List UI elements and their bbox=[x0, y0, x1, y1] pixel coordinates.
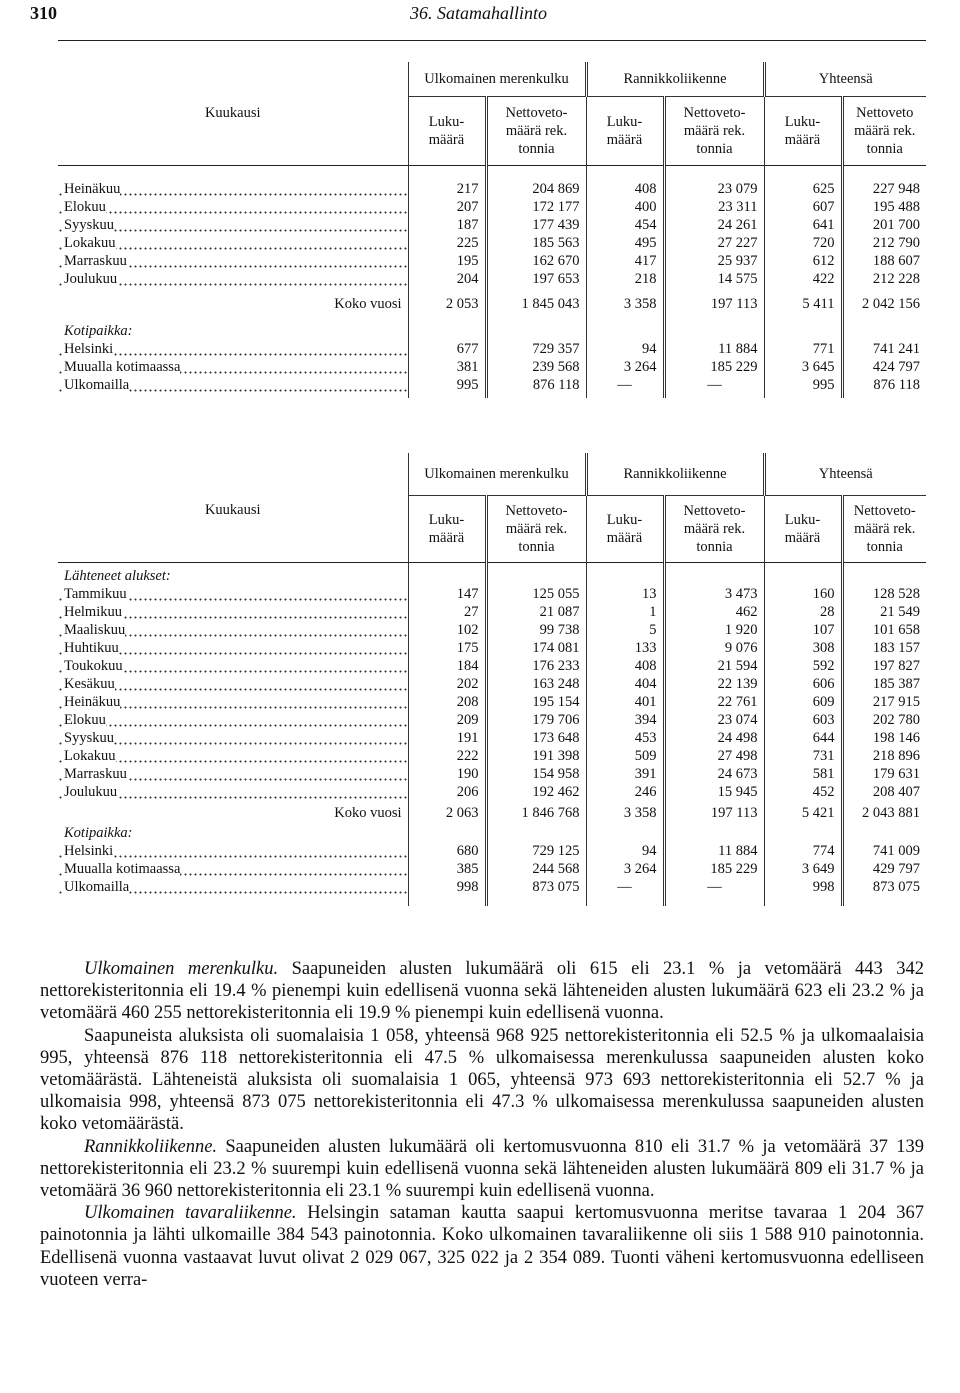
table-cell: 179 631 bbox=[842, 765, 926, 783]
table-cell: 125 055 bbox=[486, 585, 586, 603]
row-label: Helsinki bbox=[58, 340, 408, 358]
row-label: Koko vuosi bbox=[334, 805, 402, 821]
table-cell: 995 bbox=[764, 376, 842, 394]
table-cell: 218 bbox=[586, 270, 664, 288]
table-cell: 3 264 bbox=[586, 860, 664, 878]
table-cell: 3 358 bbox=[586, 295, 664, 313]
table-cell: 239 568 bbox=[486, 358, 586, 376]
header-rule bbox=[58, 40, 926, 41]
table-row bbox=[58, 747, 926, 765]
table-cell: — bbox=[586, 376, 664, 394]
table-cell: 607 bbox=[764, 198, 842, 216]
table-row bbox=[58, 270, 926, 288]
column-header: Nettoveto- määrä rek. tonnia bbox=[664, 97, 764, 166]
table-cell: 308 bbox=[764, 639, 842, 657]
table-cell: 21 549 bbox=[842, 603, 926, 621]
table-row bbox=[58, 234, 926, 252]
table-cell: 462 bbox=[664, 603, 764, 621]
table-cell: 641 bbox=[764, 216, 842, 234]
row-label: Huhtikuu bbox=[58, 639, 408, 657]
table-cell: 133 bbox=[586, 639, 664, 657]
table-cell: 995 bbox=[408, 376, 486, 394]
total-row bbox=[58, 295, 926, 313]
table-cell: 163 248 bbox=[486, 675, 586, 693]
table-cell: 2 063 bbox=[408, 804, 486, 822]
table-cell: 3 649 bbox=[764, 860, 842, 878]
table-cell: 15 945 bbox=[664, 783, 764, 801]
table-cell: 1 845 043 bbox=[486, 295, 586, 313]
table-cell: 22 761 bbox=[664, 693, 764, 711]
table-cell: 246 bbox=[586, 783, 664, 801]
total-row bbox=[58, 804, 926, 822]
column-group-header: Rannikkoliikenne bbox=[586, 62, 764, 97]
table-cell: 24 261 bbox=[664, 216, 764, 234]
row-label: Lokakuu bbox=[58, 747, 408, 765]
row-label: Marraskuu bbox=[58, 765, 408, 783]
page-header bbox=[0, 0, 960, 30]
table-row bbox=[58, 765, 926, 783]
table-row bbox=[58, 621, 926, 639]
paragraph-text: Saapuneiden alusten lukumäärä oli kertomusvuonna 810 eli 31.7 % ja vetomäärä 37 139 nettorekisteritonnia eli 23.2 % suurempi kuin edellisenä vuonna sekä lähteneiden alusten lukumäärä 809 eli 31.7 % ja vetomäärä 36 960 nettorekisteritonnia eli 23.1 % suurempi kuin edellisenä vuonna. bbox=[40, 1136, 924, 1202]
table-cell: 23 074 bbox=[664, 711, 764, 729]
column-header: Nettoveto- määrä rek. tonnia bbox=[842, 496, 926, 563]
table-cell: 191 bbox=[408, 729, 486, 747]
paragraph-lead: Ulkomainen merenkulku. bbox=[84, 959, 279, 979]
table-cell: 2 053 bbox=[408, 295, 486, 313]
table-cell: 207 bbox=[408, 198, 486, 216]
column-header: Luku- määrä bbox=[586, 97, 664, 166]
body-paragraph bbox=[40, 958, 924, 1025]
column-header: Luku- määrä bbox=[764, 97, 842, 166]
table-cell: 212 790 bbox=[842, 234, 926, 252]
page-number: 310 bbox=[30, 3, 57, 23]
table-cell: 391 bbox=[586, 765, 664, 783]
body-text bbox=[40, 958, 924, 1291]
table-row bbox=[58, 603, 926, 621]
table-cell: 183 157 bbox=[842, 639, 926, 657]
row-label: Joulukuu bbox=[58, 270, 408, 288]
table-cell: 452 bbox=[764, 783, 842, 801]
table-cell: 201 700 bbox=[842, 216, 926, 234]
table-cell: 173 648 bbox=[486, 729, 586, 747]
table-cell: 204 869 bbox=[486, 180, 586, 198]
table-cell: 401 bbox=[586, 693, 664, 711]
table-cell: 609 bbox=[764, 693, 842, 711]
table-cell: 217 915 bbox=[842, 693, 926, 711]
table-cell: 24 498 bbox=[664, 729, 764, 747]
table-cell: 603 bbox=[764, 711, 842, 729]
table-cell: 606 bbox=[764, 675, 842, 693]
row-label: Maaliskuu bbox=[58, 621, 408, 639]
table-cell: 741 009 bbox=[842, 842, 926, 860]
table-cell: 177 439 bbox=[486, 216, 586, 234]
table-cell: 23 311 bbox=[664, 198, 764, 216]
table-cell: 424 797 bbox=[842, 358, 926, 376]
paragraph-text: Saapuneista aluksista oli suomalaisia 1 058, yhteensä 968 925 nettorekisteritonnia eli 52.5 % ja ulkomaalaisia 995, yhteensä 876 118 nettorekisteritonnia eli 47.5 % ulkomaisessa merenkulussa saapuneiden alusten koko vetomäärästä. Lähteneistä aluksista oli suomalaisia 1 065, yhteensä 973 693 nettorekisteritonnia eli 52.7 % ja ulkomaisia 998, yhteensä 873 075 nettorekisteritonnia eli 47.3 % ulkomaisessa merenkulussa saapuneiden alusten koko vetomäärästä. bbox=[40, 1025, 924, 1135]
table-cell: 25 937 bbox=[664, 252, 764, 270]
table-cell: 454 bbox=[586, 216, 664, 234]
table-cell: 162 670 bbox=[486, 252, 586, 270]
paragraph-text: Helsingin sataman kautta saapui kertomusvuonna meritse tavaraa 1 204 367 painotonnia ja lähti ulkomaille 384 543 painotonnia. Koko ulkomainen tavaraliikenne oli siis 1 588 910 painotonnia. Edellisenä vuonna vastaavat luvut olivat 2 029 067, 325 022 ja 2 354 089. Tuonti väheni kertomusvuonna edelliseen vuoteen verra- bbox=[40, 1203, 924, 1290]
row-label: Elokuu bbox=[58, 711, 408, 729]
table-cell: 677 bbox=[408, 340, 486, 358]
table-cell: 495 bbox=[586, 234, 664, 252]
row-label: Syyskuu bbox=[58, 216, 408, 234]
table-cell: 581 bbox=[764, 765, 842, 783]
table-cell: 184 bbox=[408, 657, 486, 675]
table-cell: 592 bbox=[764, 657, 842, 675]
paragraph-lead: Rannikkoliikenne. bbox=[84, 1136, 218, 1157]
table-cell: 102 bbox=[408, 621, 486, 639]
table-cell: 998 bbox=[764, 878, 842, 896]
table-cell: 190 bbox=[408, 765, 486, 783]
row-label: Helmikuu bbox=[58, 603, 408, 621]
column-header-kuukausi: Kuukausi bbox=[204, 105, 261, 121]
body-paragraph bbox=[40, 1136, 924, 1203]
table-cell: 385 bbox=[408, 860, 486, 878]
table-cell: 197 827 bbox=[842, 657, 926, 675]
table-cell: 222 bbox=[408, 747, 486, 765]
table-row bbox=[58, 860, 926, 878]
column-group-header: Yhteensä bbox=[764, 453, 926, 496]
table-row bbox=[58, 340, 926, 358]
table-cell: 1 920 bbox=[664, 621, 764, 639]
table-cell: 176 233 bbox=[486, 657, 586, 675]
section-heading-row bbox=[58, 824, 926, 842]
table-row bbox=[58, 711, 926, 729]
row-label: Elokuu bbox=[58, 198, 408, 216]
table-row bbox=[58, 675, 926, 693]
table-cell: 1 846 768 bbox=[486, 804, 586, 822]
table-cell: 202 780 bbox=[842, 711, 926, 729]
table-cell: — bbox=[664, 376, 764, 394]
table-cell: 644 bbox=[764, 729, 842, 747]
table-cell: 208 407 bbox=[842, 783, 926, 801]
row-label: Heinäkuu bbox=[58, 180, 408, 198]
table-cell: 197 113 bbox=[664, 804, 764, 822]
table-cell: 5 411 bbox=[764, 295, 842, 313]
table-cell: 27 bbox=[408, 603, 486, 621]
running-title: 36. Satamahallinto bbox=[410, 3, 548, 23]
column-group-header: Rannikkoliikenne bbox=[586, 453, 764, 496]
table-cell: 107 bbox=[764, 621, 842, 639]
table-row bbox=[58, 729, 926, 747]
body-paragraph bbox=[40, 1202, 924, 1291]
row-label: Muualla kotimaassa bbox=[58, 358, 408, 376]
table-cell: 771 bbox=[764, 340, 842, 358]
table-cell: 188 607 bbox=[842, 252, 926, 270]
table-cell: 720 bbox=[764, 234, 842, 252]
table-cell: 209 bbox=[408, 711, 486, 729]
table-row bbox=[58, 585, 926, 603]
table-cell: 731 bbox=[764, 747, 842, 765]
table-cell: 225 bbox=[408, 234, 486, 252]
table-cell: 179 706 bbox=[486, 711, 586, 729]
table-cell: 192 462 bbox=[486, 783, 586, 801]
table-cell: 21 594 bbox=[664, 657, 764, 675]
table-cell: 198 146 bbox=[842, 729, 926, 747]
arrivals-table bbox=[58, 62, 926, 398]
column-header: Luku- määrä bbox=[408, 97, 486, 166]
table-cell: 14 575 bbox=[664, 270, 764, 288]
table-row bbox=[58, 358, 926, 376]
row-label: Tammikuu bbox=[58, 585, 408, 603]
table-cell: 417 bbox=[586, 252, 664, 270]
row-label: Ulkomailla bbox=[58, 376, 408, 394]
table-cell: 28 bbox=[764, 603, 842, 621]
section-label: Kotipaikka: bbox=[64, 825, 133, 841]
table-cell: 185 563 bbox=[486, 234, 586, 252]
row-label: Muualla kotimaassa bbox=[58, 860, 408, 878]
column-group-header: Yhteensä bbox=[764, 62, 926, 97]
table-cell: 23 079 bbox=[664, 180, 764, 198]
table-cell: 94 bbox=[586, 842, 664, 860]
row-label: Heinäkuu bbox=[58, 693, 408, 711]
row-label: Lokakuu bbox=[58, 234, 408, 252]
table-cell: — bbox=[664, 878, 764, 896]
table-cell: 175 bbox=[408, 639, 486, 657]
column-header: Nettoveto- määrä rek. tonnia bbox=[486, 496, 586, 563]
table-cell: 206 bbox=[408, 783, 486, 801]
table-cell: 218 896 bbox=[842, 747, 926, 765]
table-cell: 11 884 bbox=[664, 340, 764, 358]
table-cell: 147 bbox=[408, 585, 486, 603]
column-group-header: Ulkomainen merenkulku bbox=[408, 453, 586, 496]
row-label: Koko vuosi bbox=[334, 296, 402, 312]
table-cell: 3 473 bbox=[664, 585, 764, 603]
table-cell: 27 227 bbox=[664, 234, 764, 252]
table-cell: 21 087 bbox=[486, 603, 586, 621]
table-cell: 94 bbox=[586, 340, 664, 358]
column-header: Luku- määrä bbox=[408, 496, 486, 563]
table-cell: 680 bbox=[408, 842, 486, 860]
table-cell: 128 528 bbox=[842, 585, 926, 603]
section-heading-row bbox=[58, 567, 926, 585]
table-cell: 729 357 bbox=[486, 340, 586, 358]
column-group-header: Ulkomainen merenkulku bbox=[408, 62, 586, 97]
table-cell: 212 228 bbox=[842, 270, 926, 288]
table-cell: 422 bbox=[764, 270, 842, 288]
table-cell: 24 673 bbox=[664, 765, 764, 783]
table-cell: 998 bbox=[408, 878, 486, 896]
column-header: Nettoveto määrä rek. tonnia bbox=[842, 97, 926, 166]
table-cell: 11 884 bbox=[664, 842, 764, 860]
table-cell: 5 bbox=[586, 621, 664, 639]
table-row bbox=[58, 657, 926, 675]
table-cell: 394 bbox=[586, 711, 664, 729]
table-cell: 187 bbox=[408, 216, 486, 234]
row-label: Syyskuu bbox=[58, 729, 408, 747]
table-row bbox=[58, 216, 926, 234]
table-cell: 99 738 bbox=[486, 621, 586, 639]
column-header: Luku- määrä bbox=[586, 496, 664, 563]
section-label: Kotipaikka: bbox=[64, 323, 133, 339]
table-row bbox=[58, 783, 926, 801]
table-cell: 185 229 bbox=[664, 860, 764, 878]
table-cell: 404 bbox=[586, 675, 664, 693]
table-cell: 509 bbox=[586, 747, 664, 765]
table-row bbox=[58, 252, 926, 270]
row-label: Toukokuu bbox=[58, 657, 408, 675]
table-cell: 5 421 bbox=[764, 804, 842, 822]
table-cell: 3 264 bbox=[586, 358, 664, 376]
table-row bbox=[58, 693, 926, 711]
table-cell: 381 bbox=[408, 358, 486, 376]
table-cell: 154 958 bbox=[486, 765, 586, 783]
departures-table bbox=[58, 453, 926, 906]
table-cell: 400 bbox=[586, 198, 664, 216]
table-cell: 453 bbox=[586, 729, 664, 747]
table-cell: 227 948 bbox=[842, 180, 926, 198]
column-header: Nettoveto- määrä rek. tonnia bbox=[486, 97, 586, 166]
table-cell: 13 bbox=[586, 585, 664, 603]
paragraph-text: Saapuneiden alusten lukumäärä oli 615 eli 23.1 % ja vetomäärä 443 342 nettorekisteritonnia eli 19.4 % pienempi kuin edellisenä vuonna sekä lähteneiden alusten lukumäärä 623 eli 23.2 % ja vetomäärä 460 255 nettorekisteritonnia eli 19.9 % pienempi kuin edellisenä vuonna. bbox=[40, 959, 924, 1024]
table-cell: 2 043 881 bbox=[842, 804, 926, 822]
table-cell: 625 bbox=[764, 180, 842, 198]
row-label: Marraskuu bbox=[58, 252, 408, 270]
table-cell: 612 bbox=[764, 252, 842, 270]
table-cell: 408 bbox=[586, 657, 664, 675]
table-row bbox=[58, 198, 926, 216]
table-cell: 174 081 bbox=[486, 639, 586, 657]
table-row bbox=[58, 878, 926, 896]
column-header: Luku- määrä bbox=[764, 496, 842, 563]
table-cell: 1 bbox=[586, 603, 664, 621]
table-cell: 244 568 bbox=[486, 860, 586, 878]
table-row bbox=[58, 639, 926, 657]
table-cell: 2 042 156 bbox=[842, 295, 926, 313]
table-cell: 741 241 bbox=[842, 340, 926, 358]
table-row bbox=[58, 180, 926, 198]
table-cell: 197 653 bbox=[486, 270, 586, 288]
table-cell: 202 bbox=[408, 675, 486, 693]
body-paragraph bbox=[40, 1025, 924, 1136]
row-label: Ulkomailla bbox=[58, 878, 408, 896]
row-label: Joulukuu bbox=[58, 783, 408, 801]
table-row bbox=[58, 376, 926, 394]
row-label: Kesäkuu bbox=[58, 675, 408, 693]
table-cell: 3 645 bbox=[764, 358, 842, 376]
table-cell: 185 229 bbox=[664, 358, 764, 376]
table-cell: 873 075 bbox=[486, 878, 586, 896]
table-cell: 876 118 bbox=[486, 376, 586, 394]
table-cell: 204 bbox=[408, 270, 486, 288]
table-cell: 876 118 bbox=[842, 376, 926, 394]
table-cell: 191 398 bbox=[486, 747, 586, 765]
table-cell: 208 bbox=[408, 693, 486, 711]
table-row bbox=[58, 842, 926, 860]
table-cell: 160 bbox=[764, 585, 842, 603]
table-cell: 27 498 bbox=[664, 747, 764, 765]
paragraph-lead: Ulkomainen tavaraliikenne. bbox=[84, 1203, 297, 1224]
table-cell: 9 076 bbox=[664, 639, 764, 657]
row-label: Helsinki bbox=[58, 842, 408, 860]
table-cell: 185 387 bbox=[842, 675, 926, 693]
table-cell: 217 bbox=[408, 180, 486, 198]
table-cell: 3 358 bbox=[586, 804, 664, 822]
table-cell: 22 139 bbox=[664, 675, 764, 693]
section-heading-row bbox=[58, 322, 926, 340]
section-label: Lähteneet alukset: bbox=[64, 568, 171, 584]
table-cell: 195 bbox=[408, 252, 486, 270]
table-cell: 873 075 bbox=[842, 878, 926, 896]
column-header: Nettoveto- määrä rek. tonnia bbox=[664, 496, 764, 563]
table-cell: 195 488 bbox=[842, 198, 926, 216]
table-cell: 408 bbox=[586, 180, 664, 198]
table-cell: — bbox=[586, 878, 664, 896]
table-cell: 195 154 bbox=[486, 693, 586, 711]
column-header-kuukausi: Kuukausi bbox=[204, 502, 261, 518]
table-cell: 101 658 bbox=[842, 621, 926, 639]
table-cell: 774 bbox=[764, 842, 842, 860]
table-cell: 429 797 bbox=[842, 860, 926, 878]
table-cell: 197 113 bbox=[664, 295, 764, 313]
table-cell: 172 177 bbox=[486, 198, 586, 216]
table-cell: 729 125 bbox=[486, 842, 586, 860]
